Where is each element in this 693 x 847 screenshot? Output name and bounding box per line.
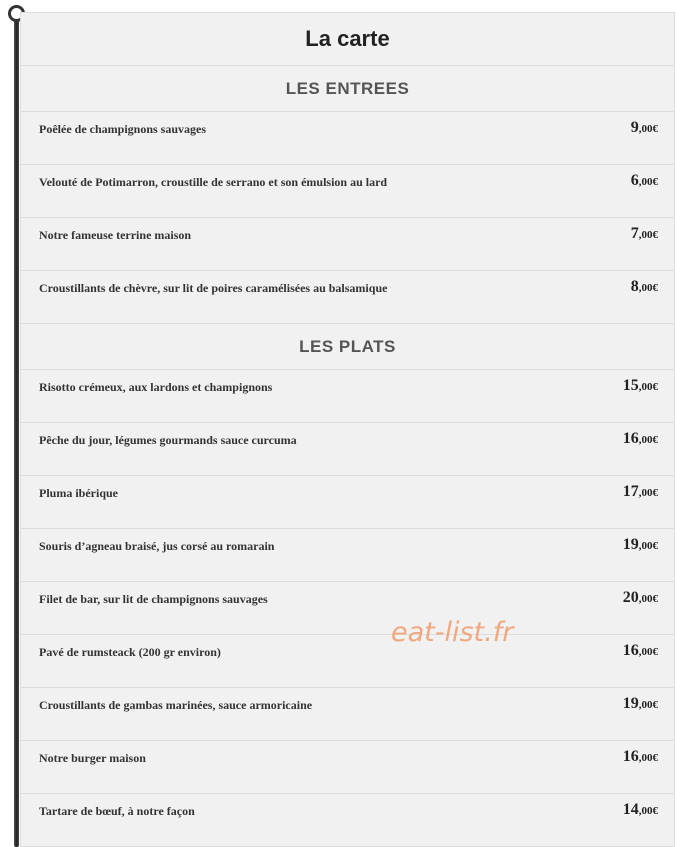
price-cents: ,00€: [638, 805, 658, 817]
price-cents: ,00€: [638, 646, 658, 658]
price-amount: 15: [622, 377, 639, 394]
menu-item: [21, 635, 674, 688]
dish-price: [623, 377, 658, 395]
price-amount: 16: [622, 748, 639, 765]
dish-name: Filet de bar, sur lit de champignons sauvages: [39, 592, 268, 606]
watermark: eat-list.fr: [391, 617, 514, 648]
dish-price: [631, 278, 658, 296]
price-amount: 19: [622, 695, 639, 712]
menu-item: [21, 476, 674, 529]
price-amount: 19: [622, 536, 639, 553]
price-cents: ,00€: [638, 229, 658, 241]
dish-name: Souris d’agneau braisé, jus corsé au romarain: [39, 539, 275, 553]
price-cents: ,00€: [638, 282, 658, 294]
dish-name: Notre burger maison: [39, 751, 146, 765]
dish-name: Croustillants de chèvre, sur lit de poires caramélisées au balsamique: [39, 281, 388, 295]
price-cents: ,00€: [638, 752, 658, 764]
page-title: La carte: [21, 13, 674, 66]
menu-item: [21, 271, 674, 324]
menu-item: [21, 529, 674, 582]
price-cents: ,00€: [638, 699, 658, 711]
price-amount: 16: [622, 642, 639, 659]
dish-price: [631, 119, 658, 137]
dish-price: [631, 225, 658, 243]
dish-name: Poêlée de champignons sauvages: [39, 122, 207, 136]
menu-item: [21, 112, 674, 165]
price-amount: 8: [630, 278, 639, 295]
price-amount: 6: [630, 172, 639, 189]
menu-item: [21, 370, 674, 423]
dish-price: [623, 801, 658, 819]
price-cents: ,00€: [638, 593, 658, 605]
dish-name: Notre fameuse terrine maison: [39, 228, 192, 242]
dish-price: [623, 589, 658, 607]
section-header-entrees: LES ENTREES: [21, 66, 674, 112]
price-cents: ,00€: [638, 123, 658, 135]
section-header-plats: LES PLATS: [21, 324, 674, 370]
price-amount: 9: [630, 119, 639, 136]
dish-name: Pavé de rumsteack (200 gr environ): [39, 645, 221, 659]
dish-price: [631, 172, 658, 190]
price-cents: ,00€: [638, 487, 658, 499]
menu-item: [21, 582, 674, 635]
price-amount: 20: [622, 589, 639, 606]
dish-name: Tartare de bœuf, à notre façon: [39, 804, 195, 818]
dish-name: Velouté de Potimarron, croustille de serrano et son émulsion au lard: [39, 175, 388, 189]
dish-name: Pluma ibérique: [39, 486, 119, 500]
menu-item: [21, 741, 674, 794]
price-cents: ,00€: [638, 434, 658, 446]
dish-price: [623, 483, 658, 501]
price-cents: ,00€: [638, 540, 658, 552]
price-amount: 14: [622, 801, 639, 818]
dish-price: [623, 536, 658, 554]
menu-item: [21, 165, 674, 218]
dish-price: [623, 695, 658, 713]
price-cents: ,00€: [638, 176, 658, 188]
menu-item: [21, 794, 674, 847]
dish-name: Pêche du jour, légumes gourmands sauce curcuma: [39, 433, 297, 447]
menu-card: [20, 12, 675, 847]
dish-name: Risotto crémeux, aux lardons et champignons: [39, 380, 273, 394]
price-amount: 16: [622, 430, 639, 447]
dish-price: [623, 642, 658, 660]
price-cents: ,00€: [638, 381, 658, 393]
menu-rail: [14, 14, 19, 847]
dish-price: [623, 430, 658, 448]
price-amount: 17: [622, 483, 639, 500]
dish-name: Croustillants de gambas marinées, sauce armoricaine: [39, 698, 313, 712]
menu-item: [21, 218, 674, 271]
menu-item: [21, 423, 674, 476]
menu-item: [21, 688, 674, 741]
dish-price: [623, 748, 658, 766]
price-amount: 7: [630, 225, 639, 242]
